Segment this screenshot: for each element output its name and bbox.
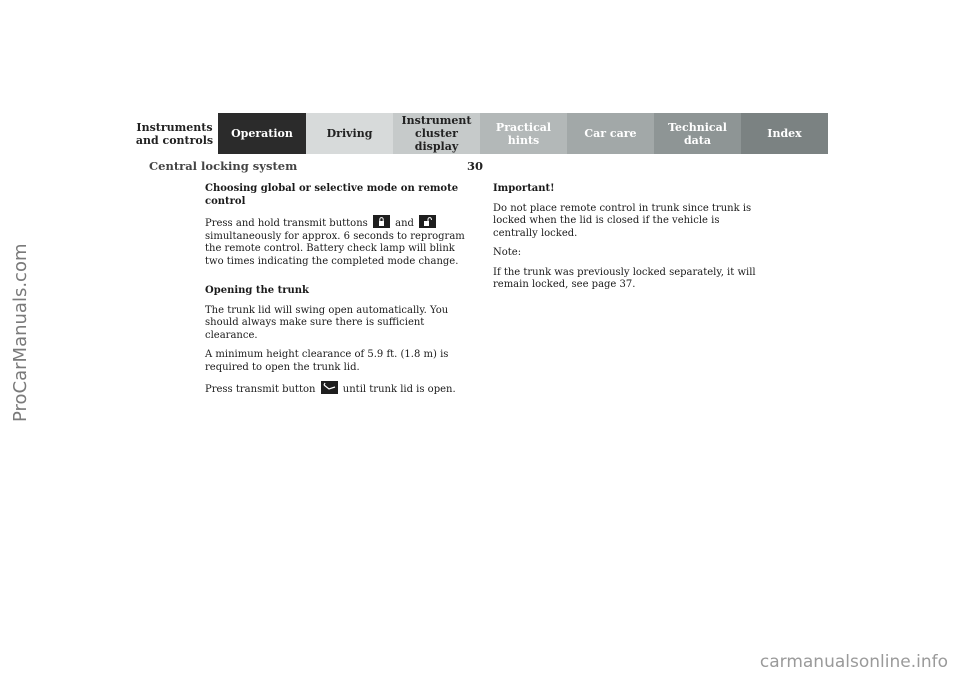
text: Press transmit button [205, 384, 316, 395]
watermark: ProCarManuals.com [10, 243, 31, 422]
tab-car-care[interactable] [567, 113, 654, 154]
heading-opening-trunk: Opening the trunk [205, 285, 309, 296]
section-title: Central locking system [149, 159, 298, 173]
left-column [205, 183, 470, 404]
text: and [395, 218, 414, 229]
tab-technical-data[interactable] [654, 113, 741, 154]
tab-practical-hints[interactable] [480, 113, 567, 154]
trunk-open-icon [321, 381, 338, 394]
paragraph-press-trunk-button [205, 381, 470, 397]
tab-label: Operation [231, 127, 293, 140]
right-column [493, 183, 758, 299]
tab-instrument-cluster-display[interactable] [393, 113, 480, 154]
text: until trunk lid is open. [342, 384, 456, 395]
heading-global-selective-mode: Choosing global or selective mode on remote control [205, 183, 459, 207]
tab-label: Instrument cluster display [401, 114, 472, 153]
tab-label: Instruments and controls [135, 120, 214, 147]
page-number: 30 [467, 159, 484, 173]
paragraph-important: Do not place remote control in trunk since trunk is locked when the lid is closed if the vehicle is centrally locked. [493, 202, 752, 239]
unlock-icon [419, 215, 436, 228]
chapter-tabs [131, 113, 828, 154]
paragraph-height-clearance: A minimum height clearance of 5.9 ft. (1.8 m) is required to open the trunk lid. [205, 349, 449, 373]
text: simultaneously for approx. 6 seconds to reprogram the remote control. Battery check lamp will blink two times indicating the completed mode change. [205, 230, 465, 267]
tab-label: Technical data [668, 120, 727, 147]
lock-icon [373, 215, 390, 228]
paragraph-note: If the trunk was previously locked separately, it will remain locked, see page 37. [493, 266, 756, 290]
tab-label: Index [767, 127, 802, 140]
heading-important: Important! [493, 183, 555, 194]
paragraph-trunk-clearance: The trunk lid will swing open automatically. You should always make sure there is sufficient clearance. [205, 304, 449, 341]
note-label: Note: [493, 247, 522, 258]
footer-watermark: carmanualsonline.info [759, 652, 948, 672]
tab-label: Driving [326, 127, 373, 140]
tab-driving[interactable] [306, 113, 393, 154]
tab-label: Practical hints [495, 120, 552, 147]
paragraph-reprogram [205, 215, 470, 268]
tab-label: Car care [584, 127, 637, 140]
tab-index[interactable] [741, 113, 828, 154]
text: Press and hold transmit buttons [205, 218, 368, 229]
tab-instruments-and-controls[interactable] [131, 113, 218, 154]
tab-operation[interactable] [218, 113, 306, 154]
